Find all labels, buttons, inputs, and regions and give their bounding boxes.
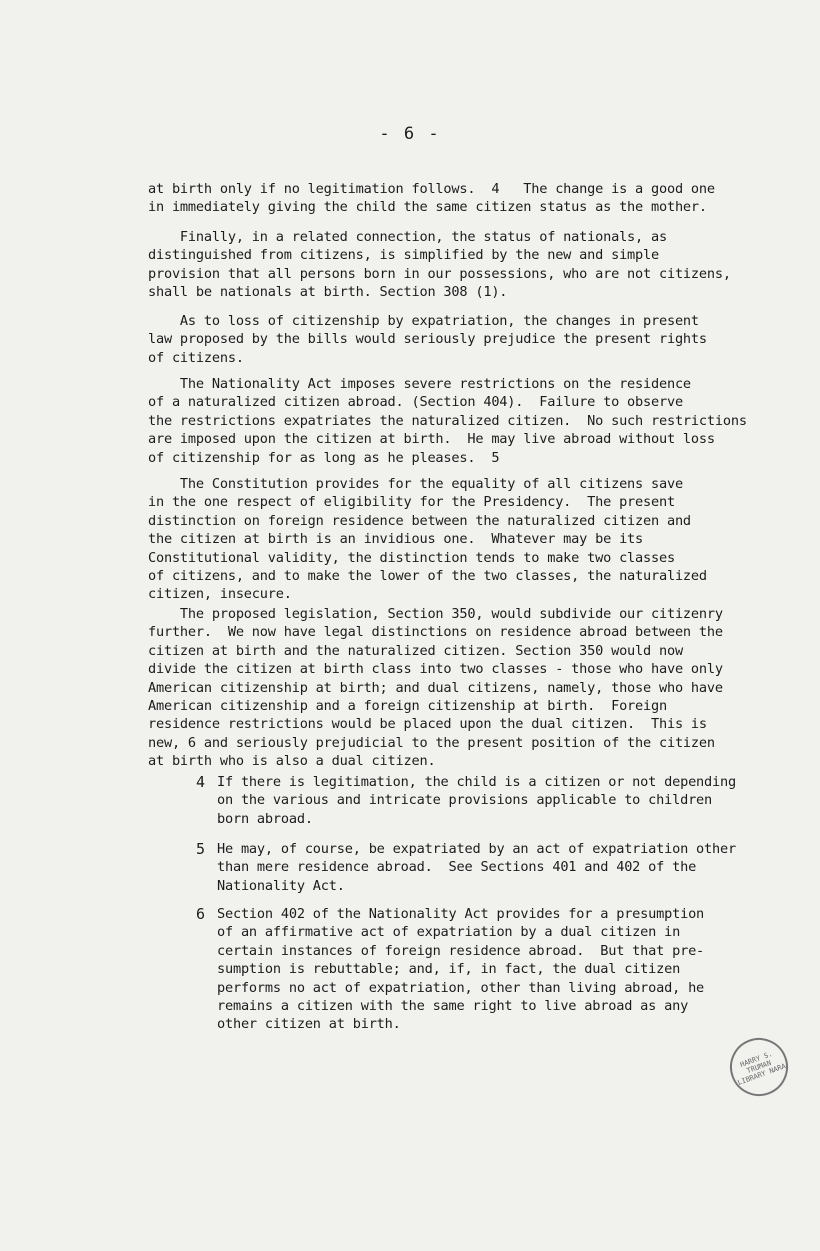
footnote-6: Section 402 of the Nationality Act provides for a presumption of an affirmative act of expatriation by a dual citizen in certain instances of foreign residence abroad. But that pre- sumption is rebuttable; and, if, in fact, the dual citizen performs no act of expatriation, other than living abroad, he remains a citizen with the same right to live abroad as any other citizen at birth. <box>217 906 705 1033</box>
footnote-number-4: 4 <box>196 773 206 791</box>
library-stamp-text: HARRY S. TRUMAN LIBRARY NARA <box>736 1049 787 1087</box>
paragraph-4: The Nationality Act imposes severe restrictions on the residence of a naturalized citizen abroad. (Section 404). Failure to observe the restrictions expatriates the naturalized citizen. No such restrictions are imposed upon the citizen at birth. He may live abroad without loss of citizenship for as long as he pleases. 5 <box>148 376 747 466</box>
page-number: - 6 - <box>379 124 441 144</box>
paragraph-1: at birth only if no legitimation follows. 4 The change is a good one in immediately giving the child the same citizen status as the mother. <box>148 181 715 216</box>
paragraph-5: The Constitution provides for the equality of all citizens save in the one respect of eligibility for the Presidency. The present distinction on foreign residence between the naturalized citizen and the citizen at birth is an invidious one. Whatever may be its Constitutional validity, the distinction tends to make two classes of citizens, and to make the lower of the two classes, the naturalized citizen, insecure. <box>148 476 707 603</box>
footnote-4: If there is legitimation, the child is a citizen or not depending on the various and intricate provisions applicable to children born abroad. <box>217 774 736 827</box>
paragraph-6: The proposed legislation, Section 350, would subdivide our citizenry further. We now have legal distinctions on residence abroad between the citizen at birth and the naturalized citizen. Section 350 would now divide the citizen at birth class into two classes - those who have only American citizenship at birth; and dual citizens, namely, those who have American citizenship and a foreign citizenship at birth. Foreign residence restrictions would be placed upon the dual citizen. This is new, 6 and seriously prejudicial to the present position of the citizen at birth who is also a dual citizen. <box>148 606 723 770</box>
footnote-5: He may, of course, be expatriated by an act of expatriation other than mere residence abroad. See Sections 401 and 402 of the Nationality Act. <box>217 841 736 894</box>
paragraph-2: Finally, in a related connection, the status of nationals, as distinguished from citizens, is simplified by the new and simple provision that all persons born in our possessions, who are not citizens, shall be nationals at birth. Section 308 (1). <box>148 229 731 301</box>
footnote-number-5: 5 <box>196 840 206 858</box>
paragraph-3: As to loss of citizenship by expatriation, the changes in present law proposed by the bills would seriously prejudice the present rights of citizens. <box>148 313 707 366</box>
library-stamp <box>722 1030 796 1104</box>
footnote-number-6: 6 <box>196 905 206 923</box>
